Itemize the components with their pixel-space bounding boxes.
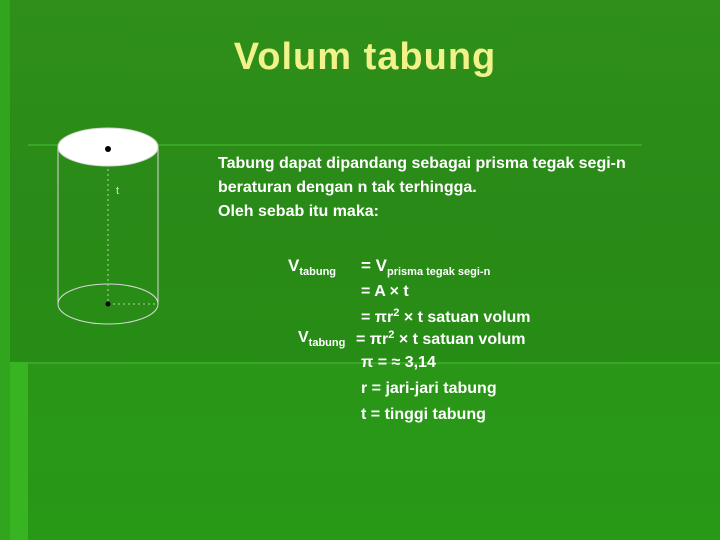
eq1-main: = V	[361, 256, 387, 275]
lhs1-v: V	[288, 256, 300, 275]
eq3-b: × t satuan volum	[399, 309, 531, 326]
cylinder-diagram	[52, 120, 172, 335]
lhs2-v: V	[298, 329, 309, 346]
lhs-volume-2	[298, 329, 345, 349]
decor-lower-band	[10, 362, 28, 540]
eq4-sup: 2	[388, 329, 395, 341]
equation-line-3	[361, 307, 531, 327]
equation-line-2: = A × t	[361, 283, 409, 300]
eq4-a: = πr	[356, 331, 389, 348]
cylinder-bottom-center-dot	[106, 302, 111, 307]
lhs2-sub: tabung	[308, 337, 346, 349]
equation-line-7: t = tinggi tabung	[361, 406, 486, 423]
paragraph-line-3: Oleh sebab itu maka:	[218, 203, 379, 220]
cylinder-top-center-dot	[105, 146, 111, 152]
eq4-b: × t satuan volum	[394, 331, 526, 348]
equation-line-6: r = jari-jari tabung	[361, 380, 497, 397]
eq3-a: = πr	[361, 309, 394, 326]
slide-title: Volum tabung	[233, 36, 497, 78]
paragraph-line-1: Tabung dapat dipandang sebagai prisma tegak segi-n	[218, 155, 626, 172]
lhs1-sub: tabung	[299, 266, 337, 278]
eq1-sub: prisma tegak segi-n	[387, 266, 491, 278]
eq3-sup: 2	[393, 307, 400, 319]
paragraph-line-2: beraturan dengan n tak terhingga.	[218, 179, 477, 196]
lhs-volume-1	[288, 256, 336, 278]
equation-line-5: π = ≈ 3,14	[361, 354, 436, 371]
description-paragraph	[218, 152, 626, 224]
equation-line-4	[356, 329, 526, 349]
height-label: t	[116, 185, 120, 197]
decor-left-band	[0, 0, 10, 540]
equation-line-1	[361, 256, 490, 278]
